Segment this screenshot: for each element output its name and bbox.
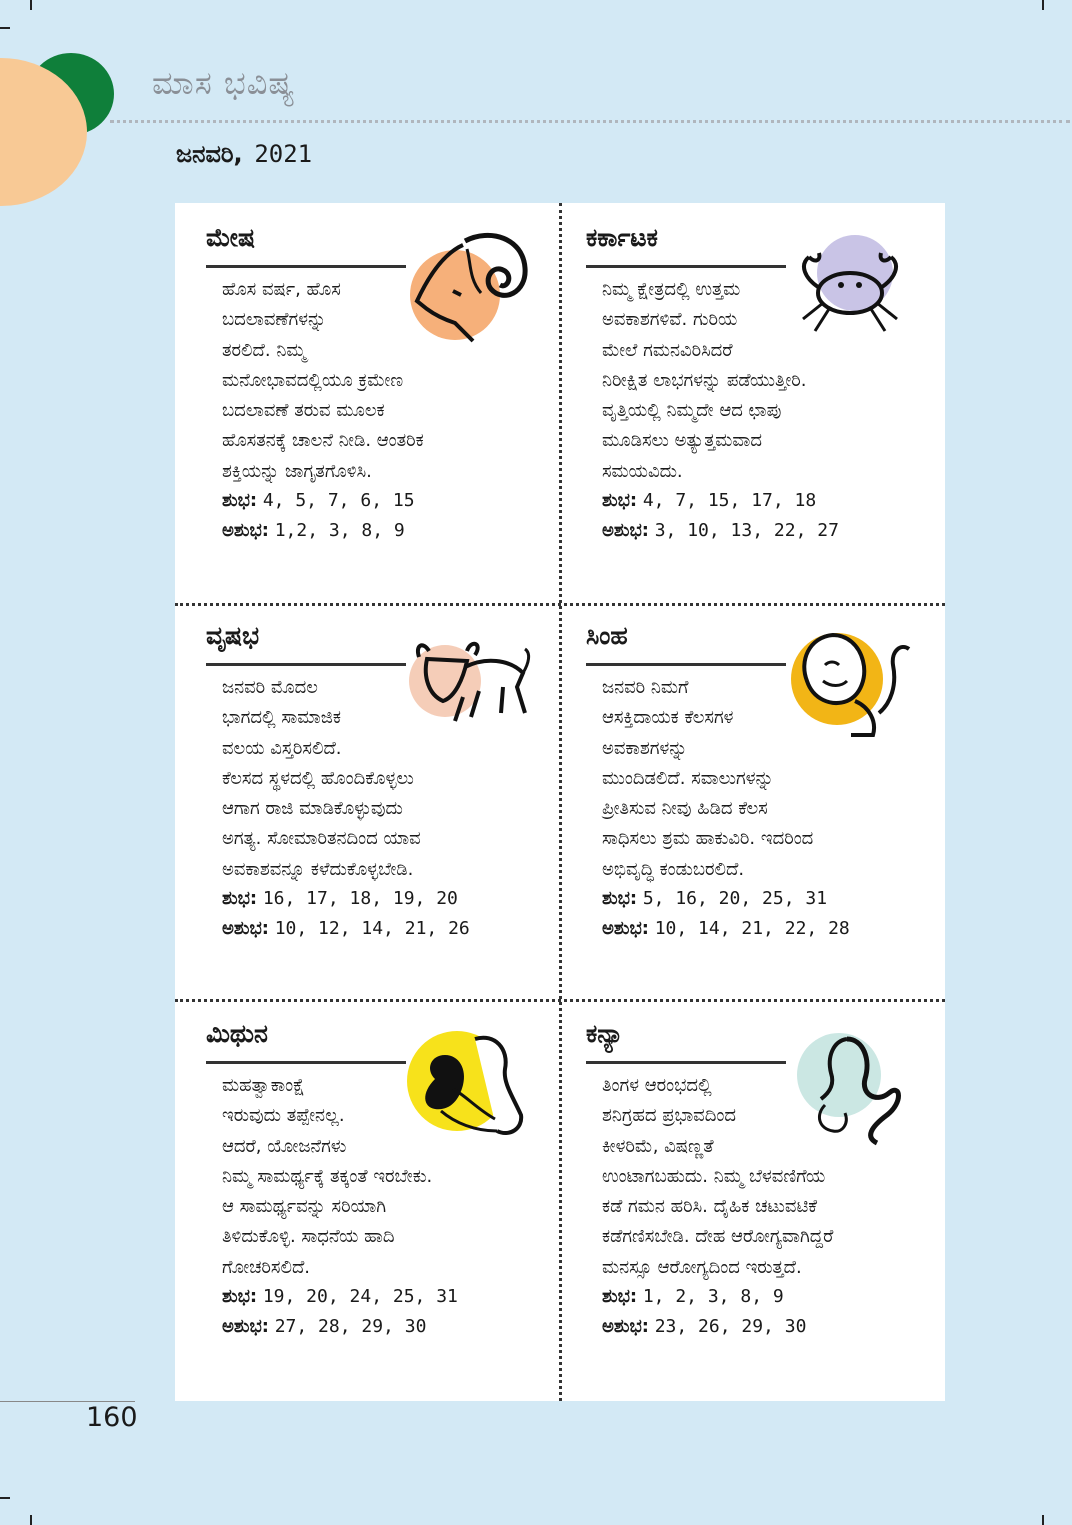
description-line: ಮಹತ್ವಾಕಾಂಕ್ಷೆ (222, 1075, 305, 1096)
sign-card-karkataka (555, 203, 940, 601)
crop-mark (30, 1515, 32, 1525)
lucky-numbers: 16, 17, 18, 19, 20 (262, 888, 458, 909)
crop-mark (1042, 0, 1044, 10)
lucky-days (602, 888, 827, 909)
crop-mark (30, 0, 32, 10)
unlucky-days (222, 918, 470, 939)
description-line: ಆಸಕ್ತಿದಾಯಕ ಕೆಲಸಗಳ (602, 707, 734, 729)
sign-description (222, 275, 522, 487)
description-line: ಪ್ರೀತಿಸುವ ನೀವು ಹಿಡಿದ ಕೆಲಸ (602, 798, 768, 820)
sign-card-kanya (555, 999, 940, 1397)
description-line: ಇರುವುದು ತಪ್ಪೇನಲ್ಲ. (222, 1105, 345, 1127)
year-label: 2021 (254, 140, 313, 168)
lucky-days (602, 490, 816, 511)
unlucky-days (602, 918, 850, 939)
sign-underline (586, 265, 786, 268)
unlucky-label: ಅಶುಭ: (602, 1316, 649, 1337)
description-line: ಕಡೆ ಗಮನ ಹರಿಸಿ. ದೈಹಿಕ ಚಟುವಟಿಕೆ (602, 1196, 818, 1218)
description-line: ಹೊಸ ವರ್ಷ, ಹೊಸ (222, 279, 341, 300)
lucky-days (222, 1286, 458, 1307)
description-line: ಭಾಗದಲ್ಲಿ ಸಾಮಾಜಿಕ (222, 707, 341, 729)
unlucky-label: ಅಶುಭ: (222, 520, 269, 541)
description-line: ಉಂಟಾಗಬಹುದು. ನಿಮ್ಮ ಬೆಳವಣಿಗೆಯ (602, 1165, 826, 1187)
unlucky-numbers: 23, 26, 29, 30 (654, 1316, 807, 1337)
unlucky-days (602, 520, 839, 541)
unlucky-numbers: 1,2, 3, 8, 9 (274, 520, 405, 541)
crop-mark (0, 1497, 10, 1499)
description-line: ಜನವರಿ ಮೊದಲ (222, 677, 318, 698)
crop-mark (1042, 1515, 1044, 1525)
description-line: ಶಕ್ತಿಯನ್ನು ಜಾಗೃತಗೊಳಿಸಿ. (222, 460, 372, 482)
lucky-numbers: 4, 7, 15, 17, 18 (642, 490, 817, 511)
sign-name: ವೃಷಭ (206, 621, 260, 650)
sign-card-mithuna (175, 999, 560, 1397)
description-line: ಶನಿಗ್ರಹದ ಪ್ರಭಾವದಿಂದ (602, 1105, 736, 1127)
lucky-numbers: 1, 2, 3, 8, 9 (642, 1286, 784, 1307)
lucky-label: ಶುಭ: (222, 1286, 258, 1307)
unlucky-label: ಅಶುಭ: (602, 918, 649, 939)
sign-underline (206, 663, 406, 666)
description-line: ಗೋಚರಿಸಲಿದೆ. (222, 1256, 311, 1278)
sign-description (602, 1071, 902, 1283)
description-line: ಆದರೆ, ಯೋಜನೆಗಳು (222, 1135, 347, 1157)
description-line: ಕಡೆಗಣಿಸಬೇಡಿ. ದೇಹ ಆರೋಗ್ಯವಾಗಿದ್ದರೆ (602, 1226, 834, 1248)
unlucky-numbers: 10, 12, 14, 21, 26 (274, 918, 470, 939)
description-line: ಮೇಲೆ ಗಮನವಿರಿಸಿದರೆ (602, 339, 733, 361)
sign-underline (586, 1061, 786, 1064)
description-line: ಅಭಿವೃದ್ಧಿ ಕಂಡುಬರಲಿದೆ. (602, 858, 745, 880)
description-line: ಹೊಸತನಕ್ಕೆ ಚಾಲನೆ ನೀಡಿ. ಆಂತರಿಕ (222, 430, 424, 452)
sign-description (602, 673, 902, 885)
description-line: ಅಗತ್ಯ. ಸೋಮಾರಿತನದಿಂದ ಯಾವ (222, 828, 421, 850)
description-line: ಜನವರಿ ನಿಮಗೆ (602, 677, 689, 698)
description-line: ತಿಳಿದುಕೊಳ್ಳಿ. ಸಾಧನೆಯ ಹಾದಿ (222, 1226, 395, 1248)
sign-card-simha (555, 601, 940, 999)
lucky-days (602, 1286, 784, 1307)
date-heading (176, 140, 312, 168)
description-line: ವೃತ್ತಿಯಲ್ಲಿ ನಿಮ್ಮದೇ ಆದ ಛಾಪು (602, 400, 782, 422)
unlucky-label: ಅಶುಭ: (222, 1316, 269, 1337)
unlucky-days (602, 1316, 806, 1337)
crop-mark (0, 27, 10, 29)
description-line: ತರಲಿದೆ. ನಿಮ್ಮ (222, 339, 306, 361)
unlucky-days (222, 1316, 426, 1337)
sign-card-vrushabha (175, 601, 560, 999)
lucky-label: ಶುಭ: (222, 888, 258, 909)
sign-name: ಕರ್ಕಾಟಕ (586, 223, 658, 252)
description-line: ಅವಕಾಶವನ್ನೂ ಕಳೆದುಕೊಳ್ಳಬೇಡಿ. (222, 858, 414, 880)
description-line: ಮೂಡಿಸಲು ಅತ್ಯುತ್ತಮವಾದ (602, 430, 762, 452)
sign-name: ಸಿಂಹ (586, 621, 628, 650)
lucky-label: ಶುಭ: (222, 490, 258, 511)
sign-underline (206, 1061, 406, 1064)
header-dotted-rule (110, 120, 1070, 123)
description-line: ನಿಮ್ಮ ಸಾಮರ್ಥ್ಯಕ್ಕೆ ತಕ್ಕಂತೆ ಇರಬೇಕು. (222, 1165, 433, 1187)
sign-card-mesha (175, 203, 560, 601)
unlucky-days (222, 520, 405, 541)
unlucky-label: ಅಶುಭ: (222, 918, 269, 939)
sign-name: ಮಿಥುನ (206, 1019, 268, 1048)
sign-description (222, 673, 522, 885)
description-line: ವಲಯ ವಿಸ್ತರಿಸಲಿದೆ. (222, 737, 342, 759)
lucky-days (222, 888, 458, 909)
sign-description (602, 275, 902, 487)
sign-name: ಕನ್ಯಾ (586, 1019, 624, 1048)
description-line: ಆ ಸಾಮರ್ಥ್ಯವನ್ನು ಸರಿಯಾಗಿ (222, 1196, 387, 1218)
unlucky-label: ಅಶುಭ: (602, 520, 649, 541)
lucky-numbers: 4, 5, 7, 6, 15 (262, 490, 415, 511)
description-line: ಮನಸ್ಸೂ ಆರೋಗ್ಯದಿಂದ ಇರುತ್ತದೆ. (602, 1256, 802, 1278)
sign-name: ಮೇಷ (206, 223, 255, 252)
lucky-label: ಶುಭ: (602, 1286, 638, 1307)
description-line: ಅವಕಾಶಗಳನ್ನು (602, 737, 688, 759)
description-line: ಸಮಯವಿದು. (602, 460, 683, 482)
unlucky-numbers: 10, 14, 21, 22, 28 (654, 918, 850, 939)
page-number: 160 (86, 1402, 138, 1433)
description-line: ಸಾಧಿಸಲು ಶ್ರಮ ಹಾಕುವಿರಿ. ಇದರಿಂದ (602, 828, 814, 850)
lucky-numbers: 5, 16, 20, 25, 31 (642, 888, 828, 909)
unlucky-numbers: 27, 28, 29, 30 (274, 1316, 427, 1337)
section-title: ಮಾಸ ಭವಿಷ್ಯ (152, 64, 296, 102)
horoscope-panel (175, 203, 945, 1401)
description-line: ತಿಂಗಳ ಆರಂಭದಲ್ಲಿ (602, 1075, 712, 1096)
lucky-label: ಶುಭ: (602, 490, 638, 511)
lucky-numbers: 19, 20, 24, 25, 31 (262, 1286, 458, 1307)
description-line: ನಿರೀಕ್ಷಿತ ಲಾಭಗಳನ್ನು ಪಡೆಯುತ್ತೀರಿ. (602, 369, 807, 391)
month-label: ಜನವರಿ, (176, 140, 243, 168)
sign-underline (206, 265, 406, 268)
description-line: ನಿಮ್ಮ ಕ್ಷೇತ್ರದಲ್ಲಿ ಉತ್ತಮ (602, 279, 741, 300)
lucky-label: ಶುಭ: (602, 888, 638, 909)
unlucky-numbers: 3, 10, 13, 22, 27 (654, 520, 839, 541)
description-line: ಮನೋಭಾವದಲ್ಲಿಯೂ ಕ್ರಮೇಣ (222, 369, 404, 391)
description-line: ಬದಲಾವಣೆ ತರುವ ಮೂಲಕ (222, 400, 385, 422)
lucky-days (222, 490, 415, 511)
description-line: ಮುಂದಿಡಲಿದೆ. ಸವಾಲುಗಳನ್ನು (602, 767, 774, 789)
description-line: ಆಗಾಗ ರಾಜಿ ಮಾಡಿಕೊಳ್ಳುವುದು (222, 798, 403, 820)
description-line: ಬದಲಾವಣೆಗಳನ್ನು (222, 309, 327, 331)
description-line: ಅವಕಾಶಗಳಿವೆ. ಗುರಿಯ (602, 309, 738, 331)
description-line: ಕೀಳರಿಮೆ, ವಿಷಣ್ಣತೆ (602, 1135, 714, 1157)
description-line: ಕೆಲಸದ ಸ್ಥಳದಲ್ಲಿ ಹೊಂದಿಕೊಳ್ಳಲು (222, 767, 414, 789)
sign-description (222, 1071, 522, 1283)
sign-underline (586, 663, 786, 666)
